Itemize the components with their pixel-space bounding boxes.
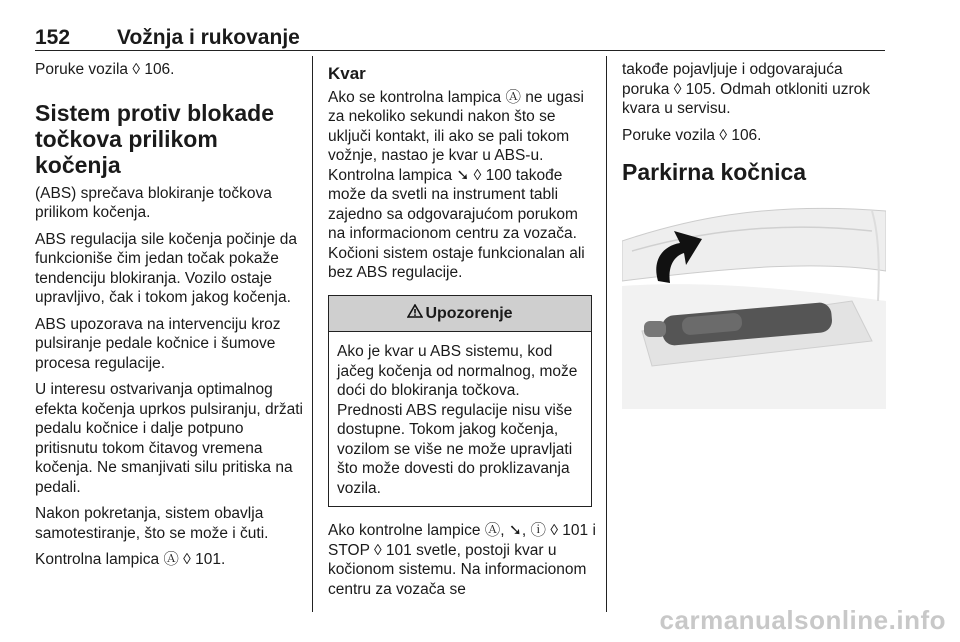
abs-paragraph: ABS upozorava na intervenciju kroz pulsiranje pedale kočnice i šumove procesa regulacije. (35, 315, 281, 372)
abs-paragraph: Kontrolna lampica Ⓐ ◊ 101. (35, 551, 226, 568)
continuation-text: takođe pojavljuje i odgovarajuća poruka ◊ 105. Odmah otkloniti uzrok kvara u servisu. (622, 61, 871, 117)
column-divider-2 (606, 56, 607, 612)
parking-brake-lever-illustration (622, 191, 886, 409)
messages-text: Poruke vozila ◊ 106. (622, 126, 762, 144)
chapter-title: Vožnja i rukovanje (117, 26, 300, 49)
column-2 (328, 60, 596, 606)
column-1 (35, 60, 303, 577)
column-3 (622, 60, 886, 409)
fault-paragraph-2: Ako kontrolne lampice Ⓐ, ➘, ⓘ ◊ 101 i STOP ◊ 101 svetle, postoji kvar u kočionom sistemu. Na informacionom centru za vozača se (328, 522, 596, 598)
header-divider (35, 50, 885, 51)
page-number: 152 (35, 26, 71, 49)
warning-text: Ako je kvar u ABS sistemu, kod jačeg kočenja od normalnog, može doći do blokiranja točkova. Prednosti ABS regulacije nisu više dostupne. Tokom jakog kočenja, vozilom se više ne može upravljati što može dovesti do proklizavanja vozila. (337, 343, 578, 497)
abs-paragraph: U interesu ostvarivanja optimalnog efekta kočenja uprkos pulsiranju, držati pedalu kočnice i dalje potpuno pritisnutu tokom čitavog vremena kočenja. Ne smanjivati silu pritiska na pedali. (35, 381, 303, 496)
abs-heading: Sistem protiv blokade točkova prilikom kočenja (35, 99, 275, 178)
page-header (35, 20, 885, 50)
warning-box (328, 295, 592, 508)
intro-text: Poruke vozila ◊ 106. (35, 61, 175, 78)
abs-paragraph: Nakon pokretanja, sistem obavlja samotestiranje, što se može i čuti. (35, 505, 269, 542)
warning-title: Upozorenje (425, 304, 513, 322)
abs-paragraph: (ABS) sprečava blokiranje točkova prilikom kočenja. (35, 184, 272, 221)
abs-paragraph: ABS regulacija sile kočenja počinje da funkcioniše čim jedan točak pokaže tendenciju blokiranja. Vozilo ostaje upravljivo, čak i tokom jakog kočenja. (35, 230, 297, 306)
fault-paragraph: Ako se kontrolna lampica Ⓐ ne ugasi za nekoliko sekundi nakon što se uključi kontakt, ili ako se pali tokom vožnje, nastao je kvar u ABS-u. Kontrolna lampica ➘ ◊ 100 takođe može da svetli na instrument tabli zajedno sa odgovarajućom porukom na informacionom centru za vozača. Kočioni sistem ostaje funkcionalan ali bez ABS regulacije. (328, 88, 585, 281)
warning-triangle-icon (407, 304, 423, 324)
parking-brake-heading: Parkirna kočnica (622, 159, 807, 185)
fault-subheading: Kvar (328, 64, 366, 83)
watermark: carmanualsonline.info (659, 605, 946, 635)
warning-header (329, 296, 591, 333)
column-divider-1 (312, 56, 313, 612)
